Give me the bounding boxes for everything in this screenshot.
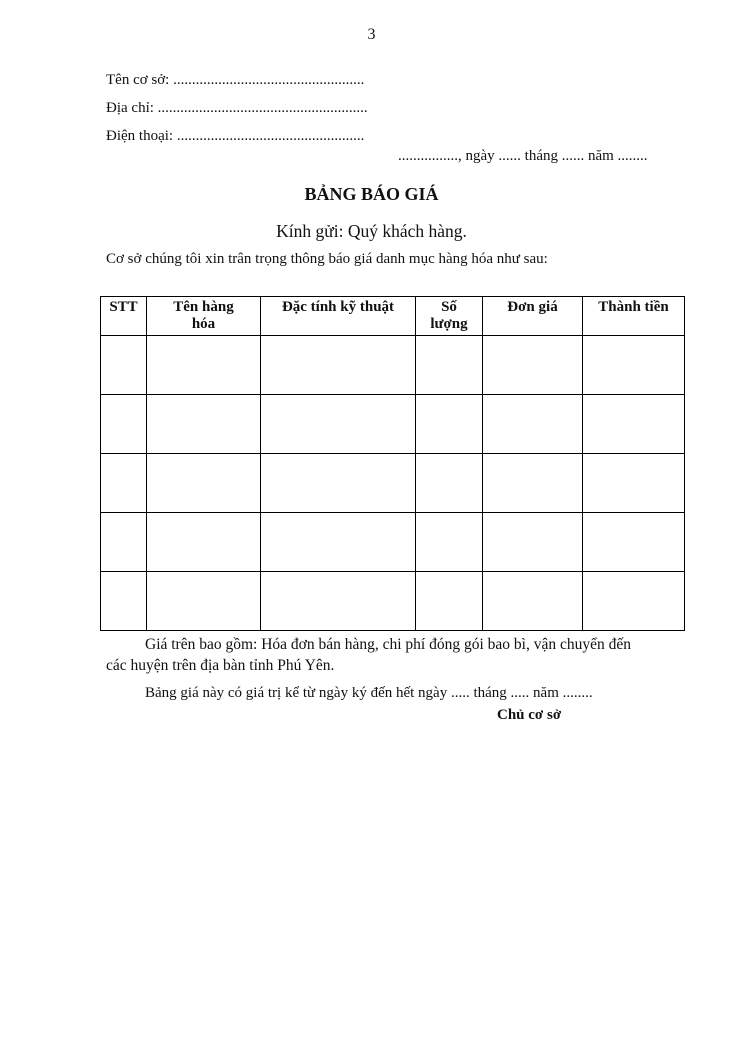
table-cell <box>483 572 583 631</box>
col-unit-price: Đơn giá <box>483 297 583 336</box>
table-row <box>101 336 685 395</box>
table-cell <box>147 572 261 631</box>
table-cell <box>416 336 483 395</box>
table-cell <box>147 395 261 454</box>
price-table <box>100 296 685 631</box>
table-row <box>101 454 685 513</box>
table-cell <box>101 336 147 395</box>
col-quantity: Số lượng <box>416 297 483 336</box>
table-cell <box>261 513 416 572</box>
table-cell <box>147 513 261 572</box>
col-spec: Đặc tính kỹ thuật <box>261 297 416 336</box>
table-cell <box>261 336 416 395</box>
signature-title: Chủ cơ sở <box>497 707 562 723</box>
table-cell <box>101 513 147 572</box>
table-cell <box>483 454 583 513</box>
table-cell <box>416 572 483 631</box>
table-row <box>101 395 685 454</box>
address-line: Địa chỉ: ........................................................ <box>106 100 368 116</box>
validity-note: Bảng giá này có giá trị kể từ ngày ký đến hết ngày ..... tháng ..... năm ........ <box>145 685 593 701</box>
col-stt: STT <box>101 297 147 336</box>
table-cell <box>101 454 147 513</box>
table-cell <box>583 572 685 631</box>
table-cell <box>583 395 685 454</box>
table-cell <box>483 513 583 572</box>
intro-text: Cơ sở chúng tôi xin trân trọng thông báo giá danh mục hàng hóa như sau: <box>106 251 548 267</box>
table-cell <box>261 454 416 513</box>
table-cell <box>583 513 685 572</box>
document-title: BẢNG BÁO GIÁ <box>304 184 439 204</box>
table-cell <box>147 454 261 513</box>
table-cell <box>147 336 261 395</box>
table-cell <box>483 395 583 454</box>
date-line: ................, ngày ...... tháng ...... năm ........ <box>398 148 648 164</box>
table-cell <box>101 395 147 454</box>
col-item-name: Tên hàng hóa <box>147 297 261 336</box>
price-note-line2: các huyện trên địa bàn tỉnh Phú Yên. <box>106 657 335 674</box>
business-name-line: Tên cơ sở: ................................................... <box>106 72 365 88</box>
table-row <box>101 572 685 631</box>
table-cell <box>583 454 685 513</box>
table-row <box>101 513 685 572</box>
table-cell <box>416 513 483 572</box>
table-cell <box>261 572 416 631</box>
table-cell <box>416 395 483 454</box>
page-number: 3 <box>367 26 376 43</box>
table-cell <box>583 336 685 395</box>
table-cell <box>483 336 583 395</box>
table-cell <box>101 572 147 631</box>
col-total: Thành tiền <box>583 297 685 336</box>
table-cell <box>416 454 483 513</box>
price-note-line1: Giá trên bao gồm: Hóa đơn bán hàng, chi phí đóng gói bao bì, vận chuyển đến <box>145 636 632 653</box>
greeting: Kính gửi: Quý khách hàng. <box>276 221 467 241</box>
phone-line: Điện thoại: .................................................. <box>106 128 365 144</box>
table-header-row <box>101 297 685 336</box>
table-cell <box>261 395 416 454</box>
